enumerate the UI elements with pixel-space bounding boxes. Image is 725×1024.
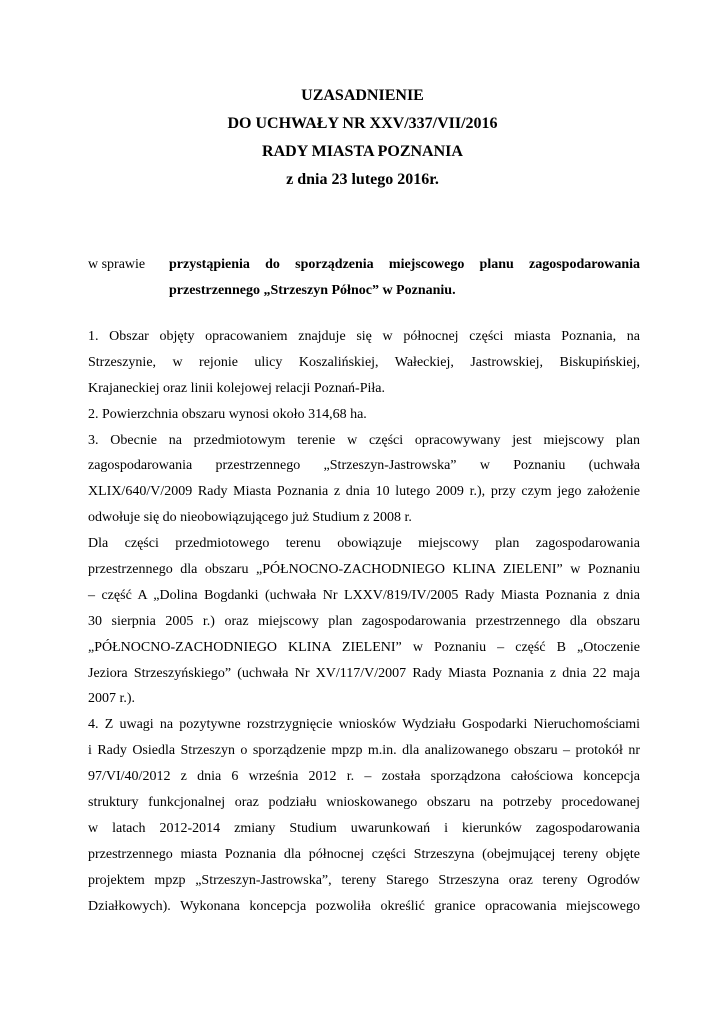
body-line: zagospodarowania przestrzennego „Strzeszyn-Jastrowska” w Poznaniu (uchwała: [88, 458, 640, 474]
document-body: [88, 324, 640, 919]
body-line: Jeziora Strzeszyńskiego” (uchwała Nr XV/117/V/2007 Rady Miasta Poznania z dnia 22 maja: [88, 665, 640, 681]
subject-line: przestrzennego „Strzeszyn Północ” w Poznaniu.: [169, 283, 456, 298]
title-line-2: DO UCHWAŁY NR XXV/337/VII/2016: [227, 115, 498, 132]
body-line: 3. Obecnie na przedmiotowym terenie w części opracowywany jest miejscowy plan: [88, 432, 640, 448]
title-line-1: UZASADNIENIE: [301, 87, 424, 104]
body-line: Działkowych). Wykonana koncepcja pozwoliła określić granice opracowania miejscowego: [88, 898, 640, 914]
body-line: i Rady Osiedla Strzeszyn o sporządzenie mpzp m.in. dla analizowanego obszaru – protokół nr: [88, 743, 640, 759]
body-line: 2007 r.).: [88, 691, 136, 707]
body-line: odwołuje się do nieobowiązującego już Studium z 2008 r.: [88, 510, 412, 526]
title-line-4: z dnia 23 lutego 2016r.: [286, 171, 439, 188]
subject-label: w sprawie: [88, 257, 146, 272]
body-line: 97/VI/40/2012 z dnia 6 września 2012 r. – została sporządzona całościowa koncepcja: [88, 769, 640, 785]
subject-text: [169, 252, 640, 304]
body-line: przestrzennego dla obszaru „PÓŁNOCNO-ZACHODNIEGO KLINA ZIELENI” w Poznaniu: [88, 562, 640, 578]
title-line-3: RADY MIASTA POZNANIA: [262, 143, 463, 160]
body-line: „PÓŁNOCNO-ZACHODNIEGO KLINA ZIELENI” w Poznaniu – część B „Otoczenie: [88, 639, 640, 655]
document-title: [0, 82, 725, 194]
body-line: Strzeszynie, w rejonie ulicy Koszalińskiej, Wałeckiej, Jastrowskiej, Biskupińskiej,: [88, 354, 640, 370]
body-line: Dla części przedmiotowego terenu obowiązuje miejscowy plan zagospodarowania: [88, 536, 640, 552]
body-line: Krajaneckiej oraz linii kolejowej relacji Poznań-Piła.: [88, 380, 385, 396]
body-line: 1. Obszar objęty opracowaniem znajduje się w północnej części miasta Poznania, na: [88, 329, 640, 344]
body-line: – część A „Dolina Bogdanki (uchwała Nr LXXV/819/IV/2005 Rady Miasta Poznania z dnia: [88, 587, 640, 603]
body-line: projektem mpzp „Strzeszyn-Jastrowska”, tereny Starego Strzeszyna oraz tereny Ogrodów: [88, 872, 640, 888]
body-line: struktury funkcjonalnej oraz podziału wnioskowanego obszaru na potrzeby procedowanej: [88, 795, 640, 811]
body-line: XLIX/640/V/2009 Rady Miasta Poznania z dnia 10 lutego 2009 r.), przy czym jego założenie: [88, 484, 640, 500]
body-line: 30 sierpnia 2005 r.) oraz miejscowy plan zagospodarowania przestrzennego dla obszaru: [88, 613, 640, 629]
body-line: 2. Powierzchnia obszaru wynosi około 314,68 ha.: [88, 406, 367, 422]
subject-line: przystąpienia do sporządzenia miejscowego planu zagospodarowania: [169, 257, 640, 272]
body-line: w latach 2012-2014 zmiany Studium uwarunkowań i kierunków zagospodarowania: [88, 820, 640, 836]
body-line: przestrzennego miasta Poznania dla północnej części Strzeszyna (obejmującej tereny objęte: [88, 846, 640, 862]
body-line: 4. Z uwagi na pozytywne rozstrzygnięcie wniosków Wydziału Gospodarki Nieruchomościami: [88, 717, 640, 733]
